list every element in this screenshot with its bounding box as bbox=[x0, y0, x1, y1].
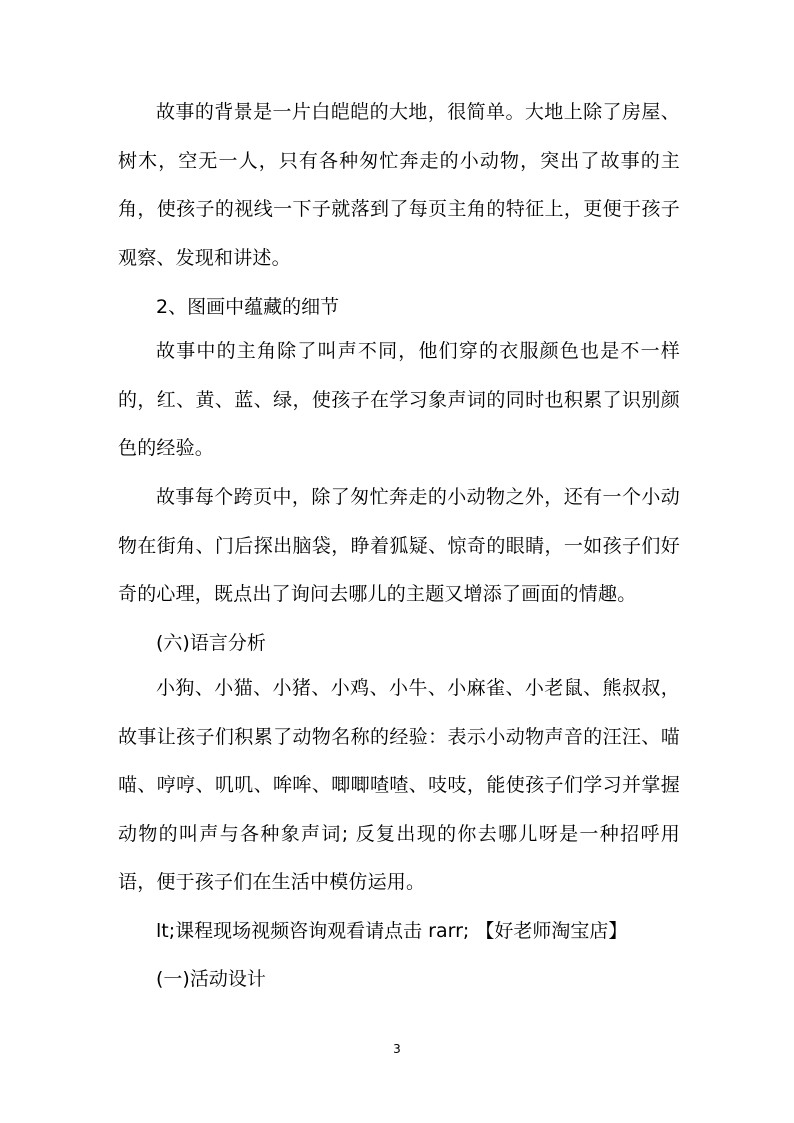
section-heading-language: (六)语言分析 bbox=[156, 632, 266, 654]
section-heading-activity: (一)活动设计 bbox=[156, 968, 266, 990]
paragraph-colors: 故事中的主角除了叫声不同，他们穿的衣服颜色也是不一样的，红、黄、蓝、绿，使孩子在学习象声词的同时也积累了识别颜色的经验。 bbox=[118, 340, 680, 460]
paragraph-language-analysis: 小狗、小猫、小猪、小鸡、小牛、小麻雀、小老鼠、熊叔叔，故事让孩子们积累了动物名称的经验：表示小动物声音的汪汪、喵喵、哼哼、叽叽、哞哞、唧唧喳喳、吱吱，能使孩子们学习并掌握动物的叫声与各种象声词; 反复出现的你去哪儿呀是一种招呼用语，便于孩子们在生活中模仿运用。 bbox=[118, 677, 680, 894]
section-heading-details: 2、图画中蕴藏的细节 bbox=[156, 296, 340, 318]
video-link-line: lt;课程现场视频咨询观看请点击 rarr; 【好老师淘宝店】 bbox=[156, 920, 628, 942]
paragraph-background: 故事的背景是一片白皑皑的大地，很简单。大地上除了房屋、树木，空无一人，只有各种匆忙奔走的小动物，突出了故事的主角，使孩子的视线一下子就落到了每页主角的特征上，更便于孩子观察、发现和讲述。 bbox=[118, 101, 680, 269]
page-number: 3 bbox=[393, 1042, 401, 1056]
paragraph-spreads: 故事每个跨页中，除了匆忙奔走的小动物之外，还有一个小动物在街角、门后探出脑袋，睁着狐疑、惊奇的眼睛，一如孩子们好奇的心理，既点出了询问去哪儿的主题又增添了画面的情趣。 bbox=[118, 486, 680, 606]
